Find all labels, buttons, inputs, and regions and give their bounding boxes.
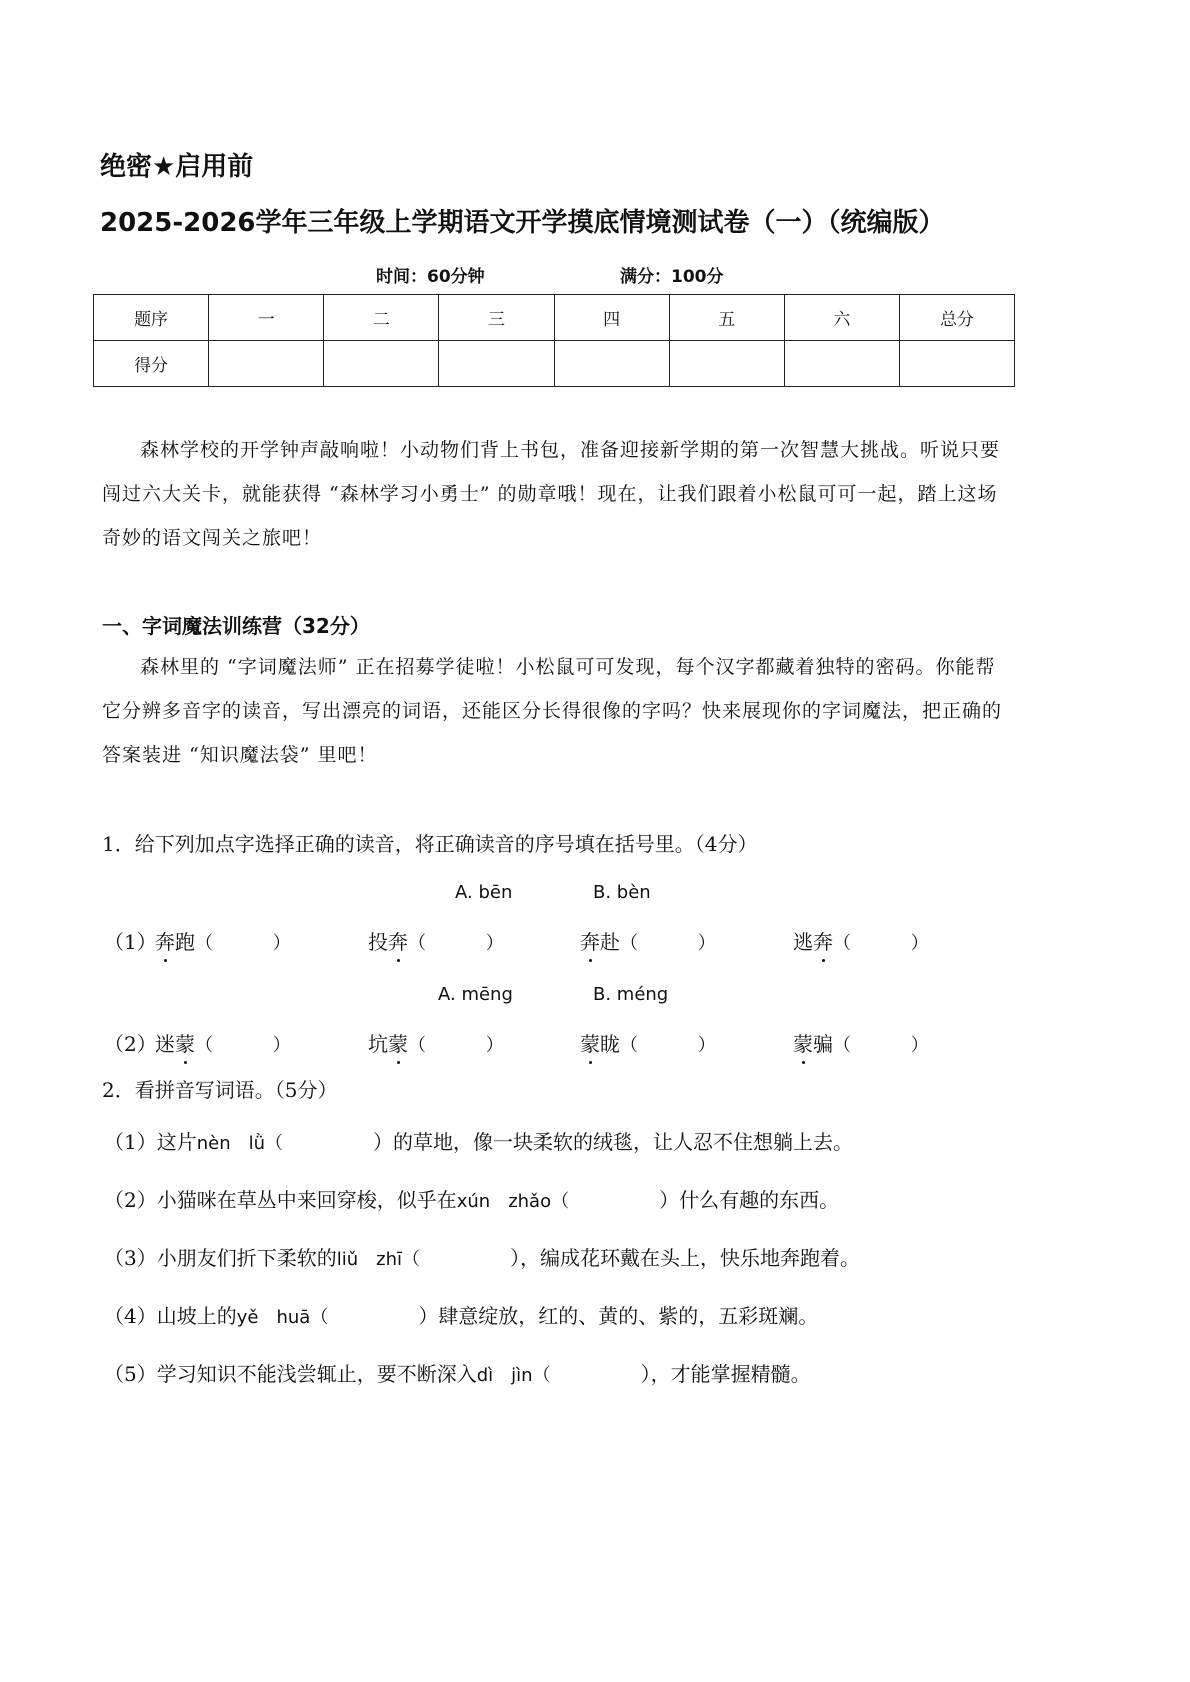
pinyin: dì jìn xyxy=(476,1365,533,1386)
score-cell[interactable] xyxy=(324,341,439,387)
answer-blank[interactable]: （ ） xyxy=(833,1035,929,1056)
score-table xyxy=(93,294,1015,387)
score-row-label: 得分 xyxy=(94,341,209,387)
page-title: 2025-2026学年三年级上学期语文开学摸底情境测试卷（一）（统编版） xyxy=(100,208,945,238)
pinyin: yě huā xyxy=(236,1307,311,1328)
answer-blank[interactable]: （ ） xyxy=(620,1035,716,1056)
item-text: （4）山坡上的 xyxy=(104,1304,237,1328)
pinyin-choice-item xyxy=(580,926,716,955)
word-char: 奔 xyxy=(813,930,833,954)
table-header-cell: 二 xyxy=(324,295,439,341)
answer-blank[interactable]: （ ） xyxy=(620,933,716,954)
item-number: （1） xyxy=(104,930,157,954)
pinyin-choice-item xyxy=(155,1028,291,1057)
table-header-cell: 一 xyxy=(209,295,324,341)
answer-blank[interactable]: （ ） xyxy=(195,933,291,954)
table-header-cell: 总分 xyxy=(899,295,1014,341)
pinyin: xún zhǎo xyxy=(456,1191,552,1212)
score-cell[interactable] xyxy=(554,341,669,387)
item-text: ）肆意绽放，红的、黄的、紫的，五彩斑斓。 xyxy=(418,1304,819,1328)
word-char: 投 xyxy=(368,930,388,954)
word-char: 奔 xyxy=(155,930,175,954)
item-text: ），编成花环戴在头上，快乐地奔跑着。 xyxy=(510,1246,861,1270)
answer-blank[interactable]: （ ） xyxy=(408,933,504,954)
q2-stem: 2．看拼音写词语。（5分） xyxy=(102,1078,338,1102)
answer-blank[interactable]: （ xyxy=(265,1133,374,1154)
pinyin: liǔ zhī xyxy=(336,1249,403,1270)
word-char: 蒙 xyxy=(175,1032,195,1056)
q2-item xyxy=(104,1300,818,1329)
option-a: A. bēn xyxy=(455,882,513,903)
word-char: 逃 xyxy=(793,930,813,954)
table-header-cell: 五 xyxy=(669,295,784,341)
item-text: （2）小猫咪在草丛中来回穿梭，似乎在 xyxy=(104,1188,457,1212)
table-header-cell: 六 xyxy=(784,295,899,341)
score-cell[interactable] xyxy=(209,341,324,387)
score-cell[interactable] xyxy=(439,341,554,387)
score-cell[interactable] xyxy=(899,341,1014,387)
q1-stem: 1．给下列加点字选择正确的读音，将正确读音的序号填在括号里。（4分） xyxy=(102,832,758,856)
answer-blank[interactable]: （ xyxy=(532,1365,641,1386)
score-cell[interactable] xyxy=(669,341,784,387)
item-text: （3）小朋友们折下柔软的 xyxy=(104,1246,337,1270)
word-char: 蒙 xyxy=(793,1032,813,1056)
pinyin-choice-item xyxy=(368,1028,504,1057)
table-header-cell: 题序 xyxy=(94,295,209,341)
option-a: A. mēng xyxy=(438,984,513,1005)
item-text: （5）学习知识不能浅尝辄止，要不断深入 xyxy=(104,1362,477,1386)
answer-blank[interactable]: （ xyxy=(551,1191,660,1212)
option-b: B. méng xyxy=(593,984,669,1005)
word-char: 坑 xyxy=(368,1032,388,1056)
answer-blank[interactable]: （ xyxy=(402,1249,511,1270)
word-char: 眬 xyxy=(600,1032,620,1056)
item-text: ）的草地，像一块柔软的绒毯，让人忍不住想躺上去。 xyxy=(373,1130,854,1154)
table-header-cell: 四 xyxy=(554,295,669,341)
answer-blank[interactable]: （ ） xyxy=(833,933,929,954)
item-text: （1）这片 xyxy=(104,1130,197,1154)
intro-paragraph: 森林学校的开学钟声敲响啦！小动物们背上书包，准备迎接新学期的第一次智慧大挑战。听说只要闯过六大关卡，就能获得 “森林学习小勇士” 的勋章哦！现在，让我们跟着小松鼠可可一起，踏上这场奇妙的语文闯关之旅吧！ xyxy=(102,439,1001,549)
word-char: 赴 xyxy=(600,930,620,954)
word-char: 奔 xyxy=(580,930,600,954)
section-1-intro: 森林里的 “字词魔法师” 正在招募学徒啦！小松鼠可可发现，每个汉字都藏着独特的密码。你能帮它分辨多音字的读音，写出漂亮的词语，还能区分长得很像的字吗？快来展现你的字词魔法，把正确的答案装进 “知识魔法袋” 里吧！ xyxy=(102,656,1003,766)
score-cell[interactable] xyxy=(784,341,899,387)
word-char: 蒙 xyxy=(580,1032,600,1056)
pinyin-choice-item xyxy=(793,1028,929,1057)
pinyin: nèn lǜ xyxy=(196,1133,266,1154)
item-number: （2） xyxy=(104,1032,157,1056)
item-text: ），才能掌握精髓。 xyxy=(640,1362,811,1386)
word-char: 跑 xyxy=(175,930,195,954)
confidential-label: 绝密★启用前 xyxy=(100,152,254,182)
full-score-label: 满分：100分 xyxy=(620,267,724,287)
word-char: 蒙 xyxy=(388,1032,408,1056)
word-char: 骗 xyxy=(813,1032,833,1056)
time-label: 时间：60分钟 xyxy=(376,267,485,287)
word-char: 奔 xyxy=(388,930,408,954)
item-text: ）什么有趣的东西。 xyxy=(659,1188,840,1212)
pinyin-choice-item xyxy=(368,926,504,955)
q2-item xyxy=(104,1242,860,1271)
answer-blank[interactable]: （ xyxy=(310,1307,419,1328)
pinyin-choice-item xyxy=(793,926,929,955)
pinyin-choice-item xyxy=(155,926,291,955)
word-char: 迷 xyxy=(155,1032,175,1056)
q2-item xyxy=(104,1184,839,1213)
answer-blank[interactable]: （ ） xyxy=(408,1035,504,1056)
answer-blank[interactable]: （ ） xyxy=(195,1035,291,1056)
option-b: B. bèn xyxy=(593,882,651,903)
q2-item xyxy=(104,1126,853,1155)
table-header-cell: 三 xyxy=(439,295,554,341)
pinyin-choice-item xyxy=(580,1028,716,1057)
q2-item xyxy=(104,1358,811,1387)
section-1-title: 一、字词魔法训练营（32分） xyxy=(102,614,370,638)
